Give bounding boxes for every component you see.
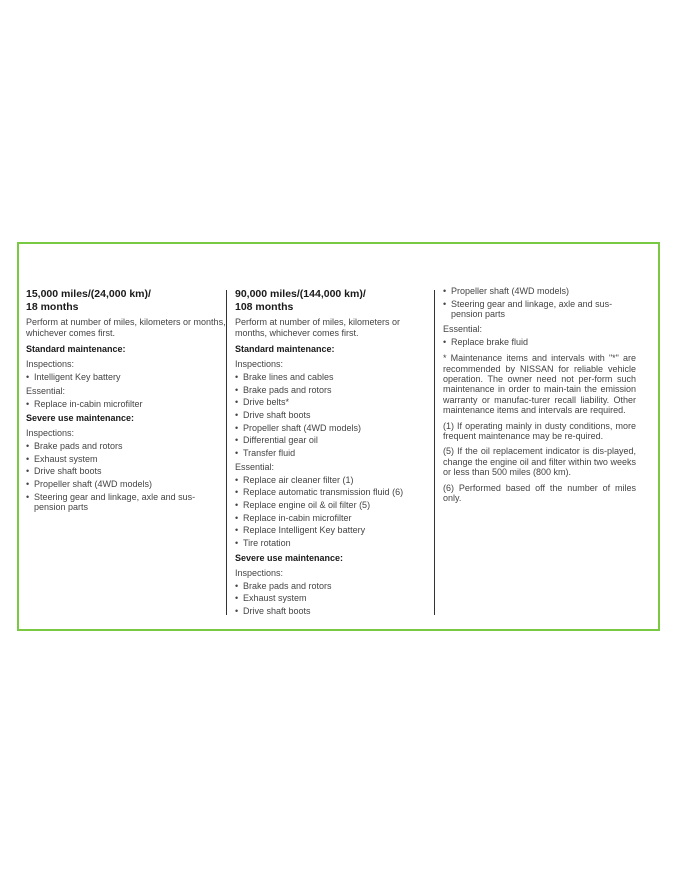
essential-label: Essential: bbox=[443, 323, 483, 334]
list-item-text: Drive belts* bbox=[243, 397, 290, 408]
list-item-text: Replace air cleaner filter (1) bbox=[243, 474, 354, 485]
list-item bbox=[235, 593, 431, 604]
bullet-icon: • bbox=[235, 410, 239, 421]
list-item bbox=[26, 479, 226, 490]
bullet-icon: • bbox=[235, 593, 239, 604]
list-item-text: Brake pads and rotors bbox=[243, 580, 332, 591]
list-item-text: Drive shaft boots bbox=[243, 605, 311, 616]
list-item-text: Exhaust system bbox=[243, 593, 307, 604]
list-item bbox=[235, 475, 431, 486]
list-item bbox=[443, 337, 636, 348]
bullet-icon: • bbox=[235, 448, 239, 459]
list-item bbox=[235, 525, 431, 536]
list-item bbox=[235, 372, 431, 383]
essential-list bbox=[26, 399, 226, 410]
footnote-6: (6) Performed based off the number of miles only. bbox=[443, 482, 636, 504]
bullet-icon: • bbox=[235, 580, 239, 591]
list-item-text: Propeller shaft (4WD models) bbox=[243, 422, 362, 433]
intro-text: Perform at number of miles, kilometers or months, whichever comes first. bbox=[26, 317, 226, 338]
bullet-icon: • bbox=[26, 466, 30, 477]
inspections-label: Inspections: bbox=[26, 359, 75, 369]
list-item-text: Replace in-cabin microfilter bbox=[243, 512, 352, 523]
bullet-icon: • bbox=[26, 398, 30, 409]
list-item bbox=[235, 410, 431, 421]
inspections-label: Inspections: bbox=[235, 567, 284, 578]
list-item bbox=[235, 538, 431, 549]
footnote-5: (5) If the oil replacement indicator is dis-played, change the engine oil and filter within two weeks or less than 500 miles (800 km). bbox=[443, 446, 636, 478]
bullet-icon: • bbox=[235, 525, 239, 536]
list-item-text: Steering gear and linkage, axle and sus-pension parts bbox=[451, 298, 613, 320]
bullet-icon: • bbox=[235, 435, 239, 446]
essential-list bbox=[235, 475, 431, 549]
list-item-text: Replace automatic transmission fluid (6) bbox=[243, 487, 404, 498]
list-item bbox=[26, 454, 226, 465]
bullet-icon: • bbox=[235, 372, 239, 382]
maintenance-frame bbox=[17, 242, 660, 631]
list-item-text: Brake pads and rotors bbox=[34, 441, 123, 451]
bullet-icon: • bbox=[235, 500, 239, 510]
footnote-1: (1) If operating mainly in dusty conditions, more frequent maintenance may be re-quired. bbox=[443, 420, 636, 442]
bullet-icon: • bbox=[235, 384, 239, 395]
list-item-text: Drive shaft boots bbox=[243, 410, 311, 421]
bullet-icon: • bbox=[443, 298, 447, 309]
column-divider bbox=[226, 290, 227, 615]
severe-inspections-list bbox=[235, 581, 431, 617]
list-item-text: Brake pads and rotors bbox=[243, 384, 332, 395]
severe-inspections-list bbox=[26, 441, 226, 513]
bullet-icon: • bbox=[235, 512, 239, 523]
bullet-icon: • bbox=[235, 474, 239, 485]
bullet-icon: • bbox=[26, 479, 30, 490]
list-item bbox=[235, 448, 431, 459]
list-item bbox=[443, 299, 636, 320]
continued-inspections-list bbox=[443, 286, 636, 320]
list-item bbox=[26, 399, 226, 410]
list-item-text: Replace in-cabin microfilter bbox=[34, 398, 143, 409]
column-divider bbox=[434, 290, 435, 615]
essential-label: Essential: bbox=[235, 461, 275, 472]
list-item-text: Drive shaft boots bbox=[34, 466, 102, 477]
interval-heading bbox=[26, 288, 226, 314]
list-item-text: Replace engine oil & oil filter (5) bbox=[243, 500, 371, 510]
list-item-text: Intelligent Key battery bbox=[34, 372, 121, 382]
standard-maintenance-title: Standard maintenance: bbox=[26, 344, 126, 354]
bullet-icon: • bbox=[235, 605, 239, 616]
bullet-icon: • bbox=[26, 372, 30, 382]
list-item-text: Transfer fluid bbox=[243, 448, 296, 459]
inspections-list bbox=[26, 372, 226, 383]
list-item-text: Exhaust system bbox=[34, 453, 98, 464]
essential-label: Essential: bbox=[26, 385, 66, 396]
list-item bbox=[235, 487, 431, 498]
bullet-icon: • bbox=[26, 453, 30, 464]
list-item-text: Propeller shaft (4WD models) bbox=[34, 479, 153, 490]
list-item-text: Propeller shaft (4WD models) bbox=[451, 286, 570, 296]
inspections-label: Inspections: bbox=[26, 428, 75, 438]
list-item-text: Brake lines and cables bbox=[243, 372, 334, 382]
footnote-star: * Maintenance items and intervals with "*" are recommended by NISSAN for reliable vehicle operation. The owner need not per-form such maintenance in order to main-tain the emission warranty or manufac-turer recall liability. Other maintenance items and intervals are required. bbox=[443, 353, 636, 416]
list-item bbox=[26, 466, 226, 477]
bullet-icon: • bbox=[443, 336, 447, 347]
column-continued-notes bbox=[443, 286, 636, 508]
list-item bbox=[235, 581, 431, 592]
bullet-icon: • bbox=[235, 487, 239, 498]
bullet-icon: • bbox=[26, 441, 30, 451]
severe-maintenance-title: Severe use maintenance: bbox=[26, 413, 135, 423]
heading-line: 108 months bbox=[235, 301, 294, 313]
list-item bbox=[235, 513, 431, 524]
bullet-icon: • bbox=[235, 397, 239, 408]
bullet-icon: • bbox=[235, 538, 239, 549]
list-item-text: Replace Intelligent Key battery bbox=[243, 525, 366, 536]
bullet-icon: • bbox=[443, 286, 447, 296]
list-item bbox=[235, 435, 431, 446]
heading-line: 18 months bbox=[26, 301, 79, 313]
list-item bbox=[235, 500, 431, 511]
standard-maintenance-title: Standard maintenance: bbox=[235, 344, 335, 354]
list-item-text: Tire rotation bbox=[243, 538, 291, 549]
severe-maintenance-title: Severe use maintenance: bbox=[235, 552, 344, 563]
bullet-icon: • bbox=[235, 422, 239, 433]
interval-heading bbox=[235, 288, 431, 314]
list-item-text: Steering gear and linkage, axle and sus-pension parts bbox=[34, 491, 196, 513]
list-item bbox=[26, 372, 226, 383]
inspections-label: Inspections: bbox=[235, 359, 284, 369]
heading-line: 90,000 miles/(144,000 km)/ bbox=[235, 288, 366, 300]
list-item-text: Differential gear oil bbox=[243, 435, 318, 446]
list-item bbox=[443, 286, 636, 297]
essential-list bbox=[443, 337, 636, 348]
list-item bbox=[235, 385, 431, 396]
heading-line: 15,000 miles/(24,000 km)/ bbox=[26, 288, 151, 300]
list-item bbox=[235, 397, 431, 408]
intro-text: Perform at number of miles, kilometers or months, whichever comes first. bbox=[235, 317, 401, 338]
list-item bbox=[235, 606, 431, 617]
column-15000-miles bbox=[26, 288, 226, 516]
list-item bbox=[26, 441, 226, 452]
inspections-list bbox=[235, 372, 431, 459]
list-item bbox=[26, 492, 226, 513]
bullet-icon: • bbox=[26, 491, 30, 502]
list-item bbox=[235, 423, 431, 434]
column-90000-miles bbox=[235, 288, 431, 619]
list-item-text: Replace brake fluid bbox=[451, 336, 529, 347]
